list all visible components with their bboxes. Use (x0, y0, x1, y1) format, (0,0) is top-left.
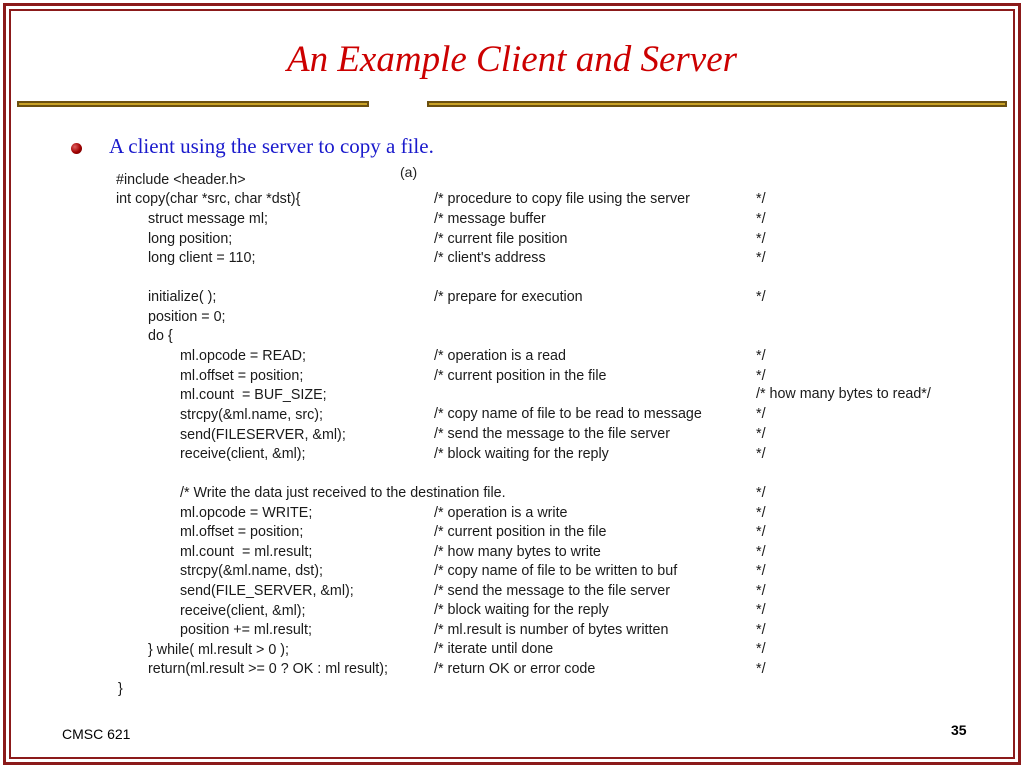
code-comment-end (756, 505, 766, 521)
code-line (116, 172, 246, 188)
code-comment-end-text: */ (756, 622, 766, 638)
code-text: } (118, 681, 123, 697)
code-text: long client = 110; (148, 250, 256, 266)
code-comment-end (756, 641, 766, 657)
code-comment-text: /* send the message to the file server (434, 426, 671, 442)
code-comment-text: /* message buffer (434, 211, 546, 227)
slide-title: An Example Client and Server (286, 39, 738, 80)
code-text: receive(client, &ml); (180, 603, 306, 619)
code-comment-end-text: */ (756, 544, 766, 560)
code-comment-end-text: */ (756, 563, 766, 579)
code-text: ml.offset = position; (180, 524, 304, 540)
code-comment-end-text: */ (756, 641, 766, 657)
code-comment-end-text: */ (756, 485, 766, 501)
code-text: #include <header.h> (116, 172, 246, 188)
code-comment-end-text: */ (756, 446, 766, 462)
code-comment-end (756, 661, 766, 677)
footer-course-label: CMSC 621 (62, 726, 131, 742)
code-comment (434, 211, 546, 227)
code-comment-end (756, 368, 766, 384)
code-comment-end-text: */ (756, 661, 766, 677)
code-comment-end-text: */ (756, 524, 766, 540)
code-comment-end (756, 563, 766, 579)
code-comment (434, 524, 606, 540)
code-comment-text: /* current position in the file (434, 524, 607, 540)
code-line (116, 191, 300, 207)
code-comment-end (756, 583, 766, 599)
code-comment-text: /* block waiting for the reply (434, 602, 609, 618)
code-line (148, 661, 388, 677)
code-line (148, 328, 173, 344)
code-text: strcpy(&ml.name, src); (180, 407, 323, 423)
code-comment (434, 583, 670, 599)
code-comment-end (756, 191, 766, 207)
code-comment-text: /* prepare for execution (434, 289, 583, 305)
code-comment-end-text: */ (756, 406, 766, 422)
code-comment-text: /* ml.result is number of bytes written (434, 622, 669, 638)
code-text: /* Write the data just received to the destination file. (180, 485, 506, 501)
code-comment (434, 446, 609, 462)
code-text: do { (148, 328, 173, 344)
code-comment (434, 289, 583, 305)
code-comment-end-text: */ (756, 426, 766, 442)
code-comment (434, 368, 606, 384)
code-text: receive(client, &ml); (180, 446, 306, 462)
code-line (148, 211, 268, 227)
code-comment-end (756, 622, 766, 638)
code-line (180, 583, 354, 599)
code-text: int copy(char *src, char *dst){ (116, 191, 301, 207)
code-line (148, 231, 232, 247)
page-number: 35 (951, 722, 967, 738)
code-text: struct message ml; (148, 211, 268, 227)
code-comment-end (756, 250, 766, 266)
code-line (180, 622, 312, 638)
bullet-text: A client using the server to copy a file. (109, 134, 434, 158)
figure-label: (a) (400, 164, 418, 180)
code-text: long position; (148, 231, 233, 247)
code-comment-end (756, 426, 766, 442)
code-comment-end (756, 289, 766, 305)
code-line (180, 446, 306, 462)
code-comment-end-text: */ (756, 505, 766, 521)
code-line (180, 524, 303, 540)
code-line (180, 407, 323, 423)
code-text: strcpy(&ml.name, dst); (180, 563, 323, 579)
code-comment-text: /* iterate until done (434, 641, 554, 657)
code-comment-end (756, 485, 766, 501)
code-comment (434, 191, 690, 207)
code-comment-end (756, 524, 766, 540)
code-comment-text: /* client's address (434, 250, 546, 266)
code-line (180, 485, 506, 501)
code-text: initialize( ); (148, 289, 217, 305)
code-comment-text: /* how many bytes to write (434, 544, 601, 560)
code-comment-end-text: */ (756, 602, 766, 618)
code-comment-end-text: */ (756, 191, 766, 207)
code-comment-end-text: */ (756, 211, 766, 227)
code-comment-text: /* return OK or error code (434, 661, 596, 677)
code-text: position += ml.result; (180, 622, 312, 638)
code-line (148, 250, 255, 266)
code-text: ml.count = ml.result; (180, 544, 313, 560)
code-comment-end-text: */ (756, 368, 766, 384)
code-line (180, 348, 306, 364)
code-comment-text: /* send the message to the file server (434, 583, 671, 599)
code-comment (434, 622, 668, 638)
code-line (148, 289, 216, 305)
code-comment (434, 505, 568, 521)
code-comment (434, 544, 601, 560)
code-comment-end-text: /* how many bytes to read*/ (756, 386, 931, 402)
code-comment-end-text: */ (756, 348, 766, 364)
code-line (118, 681, 123, 697)
code-line (180, 427, 346, 443)
code-line (180, 387, 327, 403)
code-line (180, 563, 323, 579)
code-comment (434, 406, 702, 422)
code-text: } while( ml.result > 0 ); (148, 642, 290, 658)
code-line (180, 505, 312, 521)
code-line (148, 642, 289, 658)
code-comment-end (756, 348, 766, 364)
code-comment-text: /* operation is a write (434, 505, 568, 521)
code-comment (434, 602, 609, 618)
code-text: ml.opcode = READ; (180, 348, 306, 364)
code-text: send(FILE_SERVER, &ml); (180, 583, 354, 599)
code-text: ml.opcode = WRITE; (180, 505, 313, 521)
code-text: send(FILESERVER, &ml); (180, 427, 346, 443)
code-text: return(ml.result >= 0 ? OK : ml result); (148, 661, 388, 677)
code-line (180, 603, 306, 619)
code-comment-text: /* procedure to copy file using the server (434, 191, 690, 207)
code-comment-end-text: */ (756, 231, 766, 247)
code-comment-end (756, 544, 766, 560)
code-comment-text: /* copy name of file to be read to message (434, 406, 702, 422)
code-comment-text: /* block waiting for the reply (434, 446, 609, 462)
code-comment (434, 250, 546, 266)
code-comment-text: /* current position in the file (434, 368, 607, 384)
code-line (180, 544, 312, 560)
code-comment-end-text: */ (756, 289, 766, 305)
code-comment-text: /* current file position (434, 231, 568, 247)
code-comment (434, 231, 568, 247)
code-comment-end (756, 406, 766, 422)
code-text: ml.count = BUF_SIZE; (180, 387, 327, 403)
code-comment-end (756, 231, 766, 247)
code-comment-end (756, 602, 766, 618)
code-text: ml.offset = position; (180, 368, 304, 384)
code-comment-end-text: */ (756, 583, 766, 599)
code-comment (434, 641, 553, 657)
code-comment (434, 426, 670, 442)
code-comment-text: /* copy name of file to be written to buf (434, 563, 678, 579)
code-text: position = 0; (148, 309, 226, 325)
code-comment-text: /* operation is a read (434, 348, 566, 364)
code-comment (434, 563, 677, 579)
code-comment-end-text: */ (756, 250, 766, 266)
code-line (180, 368, 303, 384)
code-comment-end (756, 211, 766, 227)
code-comment-end (756, 446, 766, 462)
code-comment (434, 661, 595, 677)
code-comment (434, 348, 566, 364)
code-line (148, 309, 226, 325)
code-comment-end (756, 386, 931, 402)
